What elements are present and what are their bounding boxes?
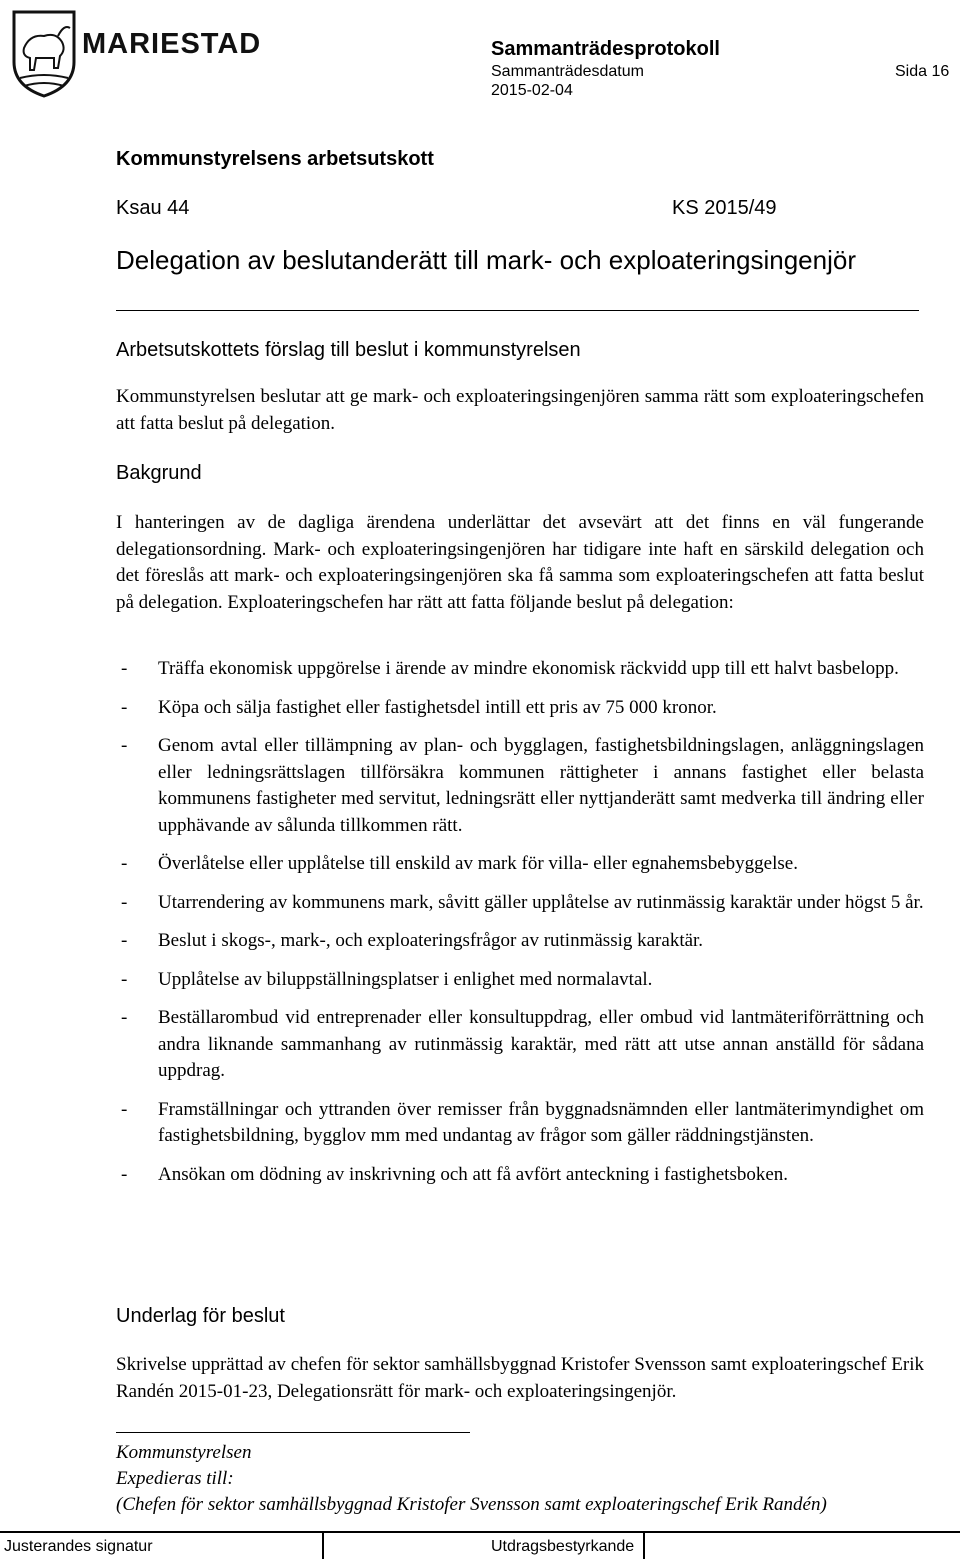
distribution-recipient: Kommunstyrelsen bbox=[116, 1442, 252, 1463]
distribution-list: (Chefen för sektor samhällsbyggnad Kristofer Svensson samt exploateringschef Erik Randén) bbox=[116, 1494, 827, 1515]
case-number: Ksau 44 bbox=[116, 197, 190, 219]
list-item: - Ansökan om dödning av inskrivning och att få avfört anteckning i fastighetsboken. bbox=[121, 1163, 789, 1185]
proposal-text: Kommunstyrelsen beslutar att ge mark- och exploateringsingenjören samma rätt som exploateringschefen att fatta beslut på delegation. bbox=[116, 386, 924, 434]
list-item: - Upplåtelse av biluppställningsplatser i enlighet med normalavtal. bbox=[121, 968, 653, 990]
page-number: Sida 16 bbox=[895, 63, 950, 80]
meeting-date: 2015-02-04 bbox=[491, 82, 573, 99]
list-item: - Genom avtal eller tillämpning av plan- och bygglagen, fastighetsbildningslagen, anläggningslagen eller ledningsrättslagen tillförsäkra kommunen rättigheter i annans fastighet eller belasta kommunens fastigheter med servitut, ledningsrätt eller nyttjanderätt samt medverka till ändring eller upphävande av sålunda tillkommen rätt. bbox=[121, 735, 924, 836]
list-item: - Beslut i skogs-, mark-, och exploateringsfrågor av rutinmässig karaktär. bbox=[121, 930, 704, 951]
proposal-heading: Arbetsutskottets förslag till beslut i kommunstyrelsen bbox=[116, 339, 581, 361]
certification-label: Utdragsbestyrkande bbox=[491, 1538, 635, 1555]
list-item: - Beställarombud vid entreprenader eller konsultuppdrag, eller ombud vid lantmäteriförrättning och andra liknande sammanhang av rutinmässig karaktär, med rätt att utse annan anställd för sådana uppdrag. bbox=[121, 1007, 924, 1081]
signature-label: Justerandes signatur bbox=[4, 1538, 153, 1555]
list-item: - Träffa ekonomisk uppgörelse i ärende av mindre ekonomisk räckvidd upp till ett halvt basbelopp. bbox=[121, 658, 899, 679]
footer-separator bbox=[643, 1531, 645, 1559]
footer-separator bbox=[322, 1531, 324, 1559]
meeting-date-label: Sammanträdesdatum bbox=[491, 63, 644, 80]
page-title: Delegation av beslutanderätt till mark- och exploateringsingenjör bbox=[116, 245, 856, 275]
title-divider bbox=[116, 310, 919, 311]
basis-heading: Underlag för beslut bbox=[116, 1305, 285, 1327]
delegation-list bbox=[116, 656, 924, 1200]
committee-name: Kommunstyrelsens arbetsutskott bbox=[116, 148, 434, 170]
document-type: Sammanträdesprotokoll bbox=[491, 38, 720, 60]
background-heading: Bakgrund bbox=[116, 462, 202, 484]
list-item: - Överlåtelse eller upplåtelse till enskild av mark för villa- eller egnahemsbebyggelse. bbox=[121, 853, 798, 874]
distribution-label: Expedieras till: bbox=[116, 1468, 234, 1489]
list-item: - Köpa och sälja fastighet eller fastighetsdel intill ett pris av 75 000 kronor. bbox=[121, 696, 717, 718]
logo-text: MARIESTAD bbox=[82, 28, 262, 60]
coat-of-arms-icon bbox=[10, 8, 80, 100]
list-item: - Framställningar och yttranden över remisser från byggnadsnämnden eller lantmäterimyndighet om fastighetsbildning, bygglov mm med undantag av frågor som gäller räddningstjänsten. bbox=[121, 1098, 924, 1146]
background-text: I hanteringen av de dagliga ärendena underlättar det avsevärt att det finns en väl fungerande delegationsordning. Mark- och exploateringsingenjören har tidigare inte haft en särskild delegation och det föreslås att mark- och exploateringsingenjören ska få samma som exploateringschefen att fatta beslut på delegation. Exploateringschefen har rätt att fatta följande beslut på delegation: bbox=[116, 512, 924, 613]
list-item: - Utarrendering av kommunens mark, såvitt gäller upplåtelse av rutinmässig karaktär under högst 5 år. bbox=[121, 891, 924, 913]
basis-text: Skrivelse upprättad av chefen för sektor samhällsbyggnad Kristofer Svensson samt exploateringschef Erik Randén 2015-01-23, Delegationsrätt för mark- och exploateringsingenjör. bbox=[116, 1354, 924, 1402]
footer-divider bbox=[0, 1531, 960, 1533]
distribution-divider bbox=[116, 1432, 470, 1433]
case-reference: KS 2015/49 bbox=[672, 197, 777, 219]
